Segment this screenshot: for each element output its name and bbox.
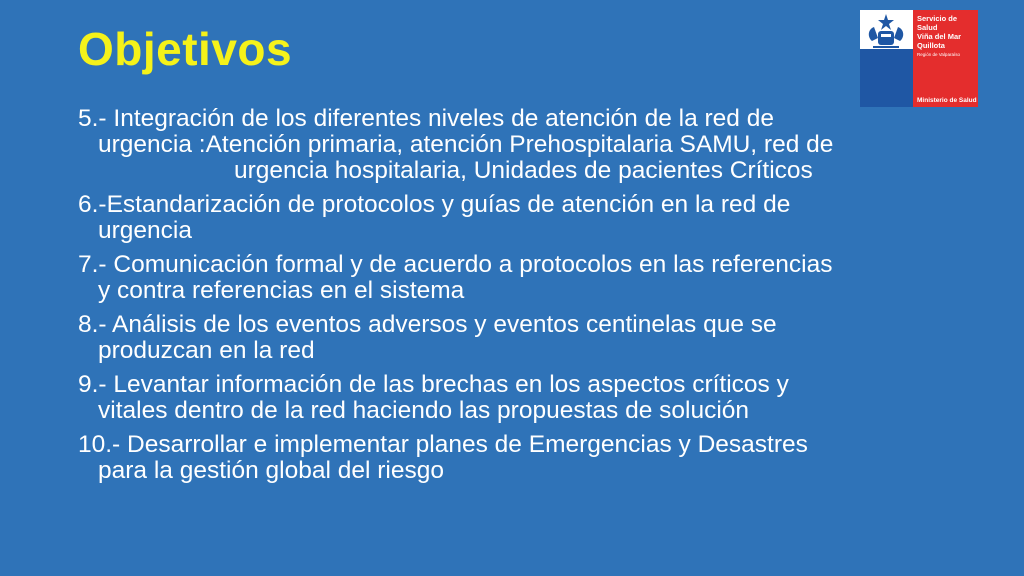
logo-text-panel bbox=[913, 10, 978, 107]
objective-item-7 bbox=[78, 252, 958, 304]
objective-line: 5.- Integración de los diferentes niveles de atención de la red de bbox=[78, 105, 774, 132]
logo-line-3: Quillota bbox=[917, 41, 945, 50]
logo-line-2: Viña del Mar bbox=[917, 32, 962, 41]
objective-line: urgencia bbox=[98, 217, 192, 244]
logo-footer: Ministerio de Salud bbox=[917, 97, 977, 104]
objective-line: 7.- Comunicación formal y de acuerdo a protocolos en las referencias bbox=[78, 251, 833, 278]
objective-item-8 bbox=[78, 312, 958, 364]
coat-of-arms-icon bbox=[864, 11, 908, 51]
objective-line: 6.-Estandarización de protocolos y guías de atención en la red de bbox=[78, 191, 791, 218]
slide-title: Objetivos bbox=[78, 23, 293, 75]
objective-line: 8.- Análisis de los eventos adversos y eventos centinelas que se bbox=[78, 311, 777, 338]
objective-line: y contra referencias en el sistema bbox=[98, 277, 465, 304]
logo-line-4: Región de Valparaíso bbox=[917, 52, 960, 57]
objective-line: 10.- Desarrollar e implementar planes de Emergencias y Desastres bbox=[78, 431, 808, 458]
logo-line-1: Servicio de Salud bbox=[917, 14, 958, 32]
objective-line: para la gestión global del riesgo bbox=[98, 457, 444, 484]
objective-item-10 bbox=[78, 432, 958, 484]
objective-item-5 bbox=[78, 106, 958, 184]
objective-line: vitales dentro de la red haciendo las propuestas de solución bbox=[98, 397, 750, 424]
objective-line: produzcan en la red bbox=[98, 337, 315, 364]
objective-line: urgencia :Atención primaria, atención Prehospitalaria SAMU, red de bbox=[98, 131, 834, 158]
logo-emblem-panel bbox=[860, 10, 913, 107]
objective-line: 9.- Levantar información de las brechas en los aspectos críticos y bbox=[78, 371, 789, 398]
objectives-list bbox=[78, 106, 958, 492]
ministry-logo bbox=[860, 10, 978, 107]
objective-item-6 bbox=[78, 192, 958, 244]
objective-item-9 bbox=[78, 372, 958, 424]
objective-line: urgencia hospitalaria, Unidades de pacientes Críticos bbox=[234, 157, 813, 184]
